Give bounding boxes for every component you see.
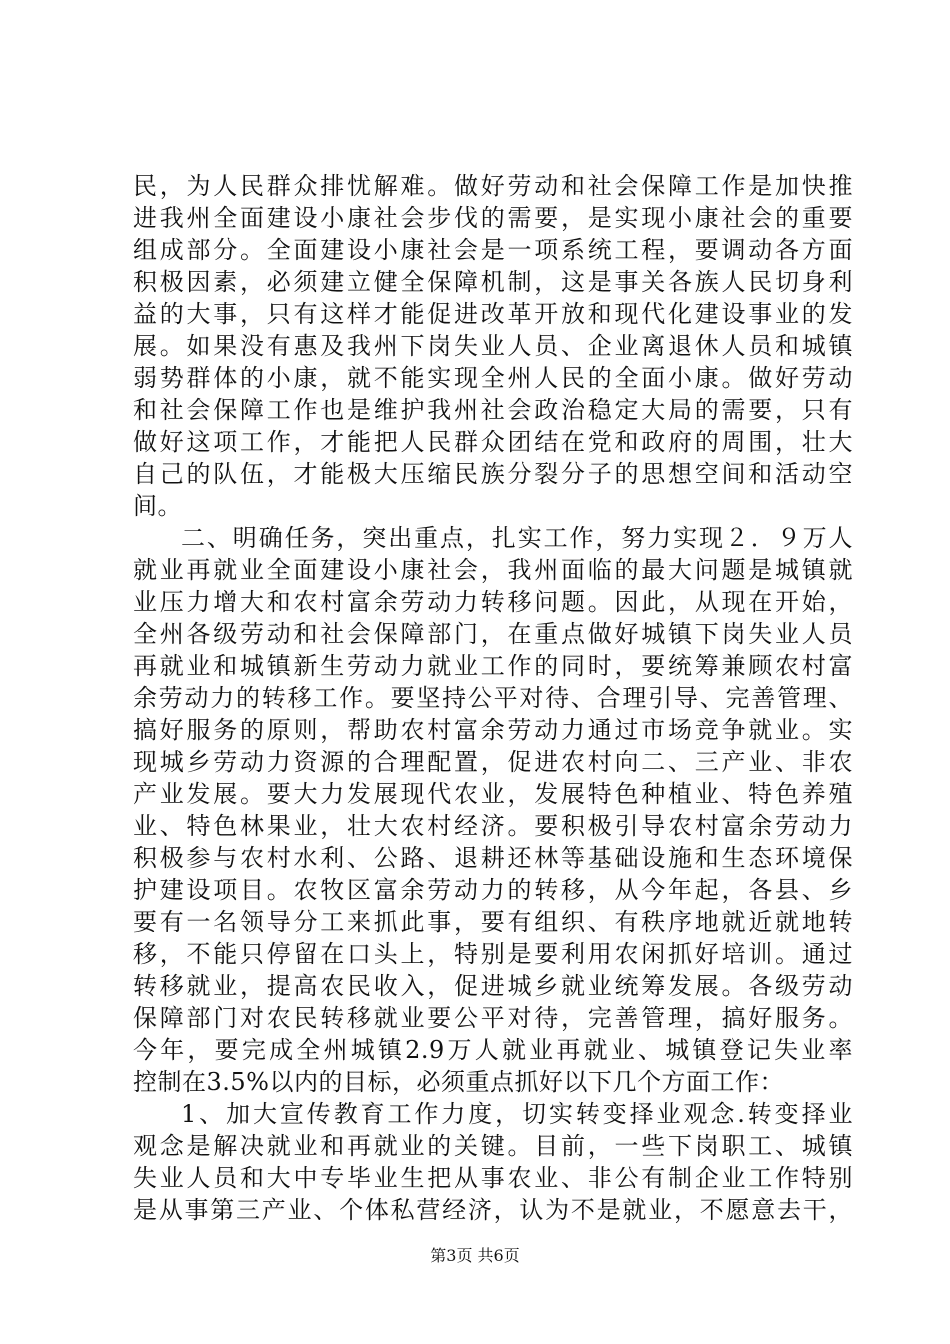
paragraph-start-line: 1、加大宣传教育工作力度，切实转变择业观念.转变择业 [181, 1100, 853, 1128]
text-line: 间。 [133, 492, 182, 520]
text-line: 移，不能只停留在口头上，特别是要利用农闲抓好培训。通过 [133, 940, 853, 968]
text-line: 控制在3.5%以内的目标，必须重点抓好以下几个方面工作： [133, 1068, 784, 1096]
text-line: 护建设项目。农牧区富余劳动力的转移，从今年起，各县、乡 [133, 876, 853, 904]
text-line: 自己的队伍，才能极大压缩民族分裂分子的思想空间和活动空 [133, 460, 853, 488]
text-line: 积极因素，必须建立健全保障机制，这是事关各族人民切身利 [133, 268, 853, 296]
text-line: 保障部门对农民转移就业要公平对待，完善管理，搞好服务。 [133, 1004, 853, 1032]
text-line: 业、特色林果业，壮大农村经济。要积极引导农村富余劳动力 [133, 812, 853, 840]
paragraph-start-line: 二、明确任务，突出重点，扎实工作，努力实现２．９万人 [181, 524, 853, 552]
text-line: 和社会保障工作也是维护我州社会政治稳定大局的需要，只有 [133, 396, 853, 424]
text-line: 积极参与农村水利、公路、退耕还林等基础设施和生态环境保 [133, 844, 853, 872]
text-line: 产业发展。要大力发展现代农业，发展特色种植业、特色养殖 [133, 780, 853, 808]
text-line: 全州各级劳动和社会保障部门，在重点做好城镇下岗失业人员 [133, 620, 853, 648]
text-line: 失业人员和大中专毕业生把从事农业、非公有制企业工作特别 [133, 1164, 853, 1192]
text-line: 展。如果没有惠及我州下岗失业人员、企业离退休人员和城镇 [133, 332, 853, 360]
text-line: 做好这项工作，才能把人民群众团结在党和政府的周围，壮大 [133, 428, 853, 456]
text-line: 现城乡劳动力资源的合理配置，促进农村向二、三产业、非农 [133, 748, 853, 776]
text-line: 就业再就业全面建设小康社会，我州面临的最大问题是城镇就 [133, 556, 853, 584]
text-line: 益的大事，只有这样才能促进改革开放和现代化建设事业的发 [133, 300, 853, 328]
text-line: 观念是解决就业和再就业的关键。目前，一些下岗职工、城镇 [133, 1132, 853, 1160]
text-line: 搞好服务的原则，帮助农村富余劳动力通过市场竞争就业。实 [133, 716, 853, 744]
text-line: 民，为人民群众排忧解难。做好劳动和社会保障工作是加快推 [133, 172, 853, 200]
text-line: 再就业和城镇新生劳动力就业工作的同时，要统筹兼顾农村富 [133, 652, 853, 680]
text-line: 弱势群体的小康，就不能实现全州人民的全面小康。做好劳动 [133, 364, 853, 392]
text-line: 是从事第三产业、个体私营经济，认为不是就业，不愿意去干， [133, 1196, 853, 1224]
body-text [133, 170, 853, 1226]
text-line: 要有一名领导分工来抓此事，要有组织、有秩序地就近就地转 [133, 908, 853, 936]
text-line: 组成部分。全面建设小康社会是一项系统工程，要调动各方面 [133, 236, 853, 264]
text-line: 余劳动力的转移工作。要坚持公平对待、合理引导、完善管理、 [133, 684, 853, 712]
text-line: 今年，要完成全州城镇2.9万人就业再就业、城镇登记失业率 [133, 1036, 853, 1064]
page-number-footer: 第3页 共6页 [430, 1246, 520, 1265]
text-line: 转移就业，提高农民收入，促进城乡就业统筹发展。各级劳动 [133, 972, 853, 1000]
text-line: 进我州全面建设小康社会步伐的需要，是实现小康社会的重要 [133, 204, 853, 232]
text-line: 业压力增大和农村富余劳动力转移问题。因此，从现在开始， [133, 588, 853, 616]
